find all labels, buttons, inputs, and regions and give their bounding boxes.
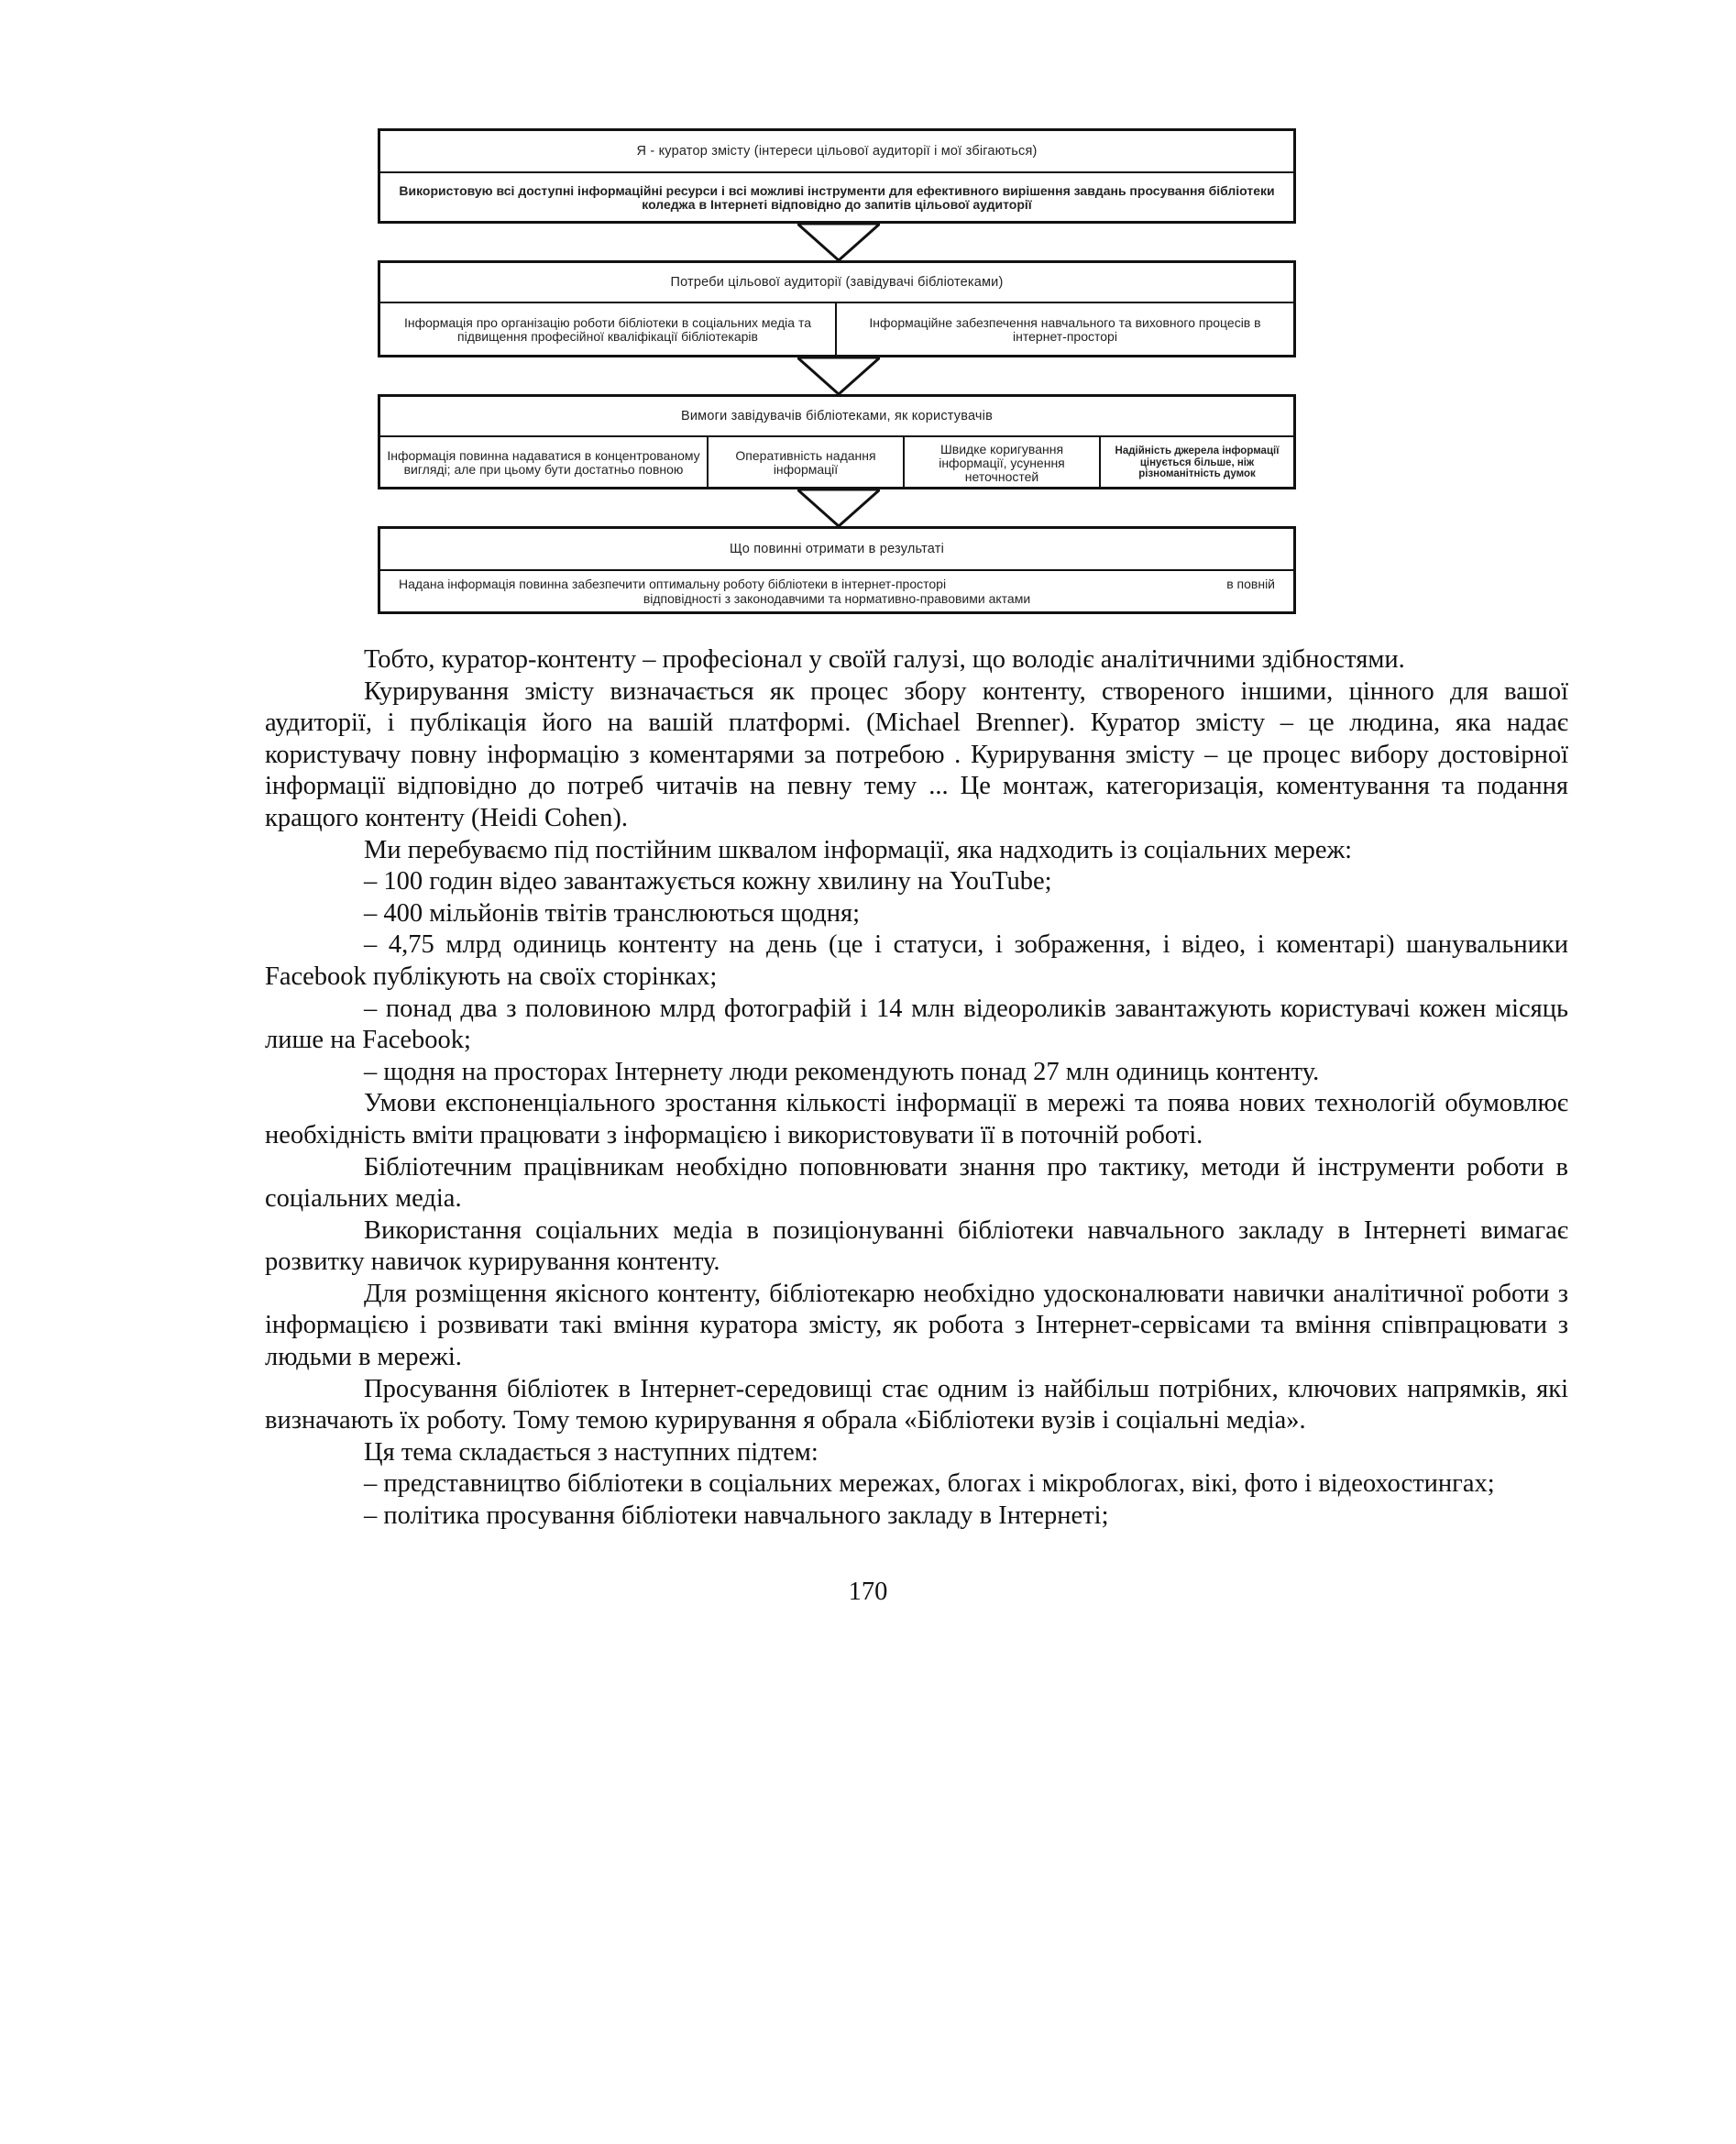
audience-need-cell: Інформація про організацію роботи бібліотеки в соціальних медіа та підвищення професійної кваліфікації бібліотекарів [380, 303, 837, 357]
curation-flow-diagram [378, 128, 1298, 614]
result-body-left: Надана інформація повинна забезпечити оптимальну роботу бібліотеки в інтернет-просторі [399, 577, 947, 591]
requirement-cell: Оперативність надання інформації [709, 437, 905, 489]
result-title: Що повинні отримати в результаті [380, 529, 1293, 571]
down-arrow-icon [797, 224, 880, 260]
paragraph: Використання соціальних медіа в позиціонуванні бібліотеки навчального закладу в Інтернеті вимагає розвитку навичок курирування контенту. [265, 1215, 1568, 1277]
curator-block-body: Використовую всі доступні інформаційні ресурси і всі можливі інструменти для ефективного вирішення завдань просування бібліотеки коледжа в Інтернеті відповідно до запитів цільової аудиторії [399, 183, 1275, 212]
list-item: – 4,75 млрд одиниць контенту на день (це і статуси, і зображення, і відео, і коментарі) шанувальники Facebook публікують на своїх сторінках; [265, 930, 1568, 991]
requirements-title: Вимоги завідувачів бібліотеками, як користувачів [380, 397, 1293, 437]
paragraph: Ця тема складається з наступних підтем: [364, 1437, 819, 1467]
list-item: – 100 годин відео завантажується кожну хвилину на YouTube; [364, 867, 1052, 896]
list-item: – 400 мільйонів твітів транслюються щодня; [364, 898, 860, 928]
body-text [265, 644, 1568, 1533]
paragraph: Просування бібліотек в Інтернет-середовищі стає одним із найбільш потрібних, ключових напрямків, які визначають їх роботу. Тому темою курирування я обрала «Бібліотеки вузів і соціальні медіа». [265, 1374, 1568, 1435]
paragraph: Умови експоненціального зростання кількості інформації в мережі та поява нових технологій обумовлює необхідність вміти працювати з інформацією і використовувати її в поточній роботі. [265, 1089, 1568, 1149]
result-block [378, 526, 1296, 614]
curator-block-title: Я - куратор змісту (інтереси цільової аудиторії і мої збігаються) [380, 131, 1293, 173]
result-body [380, 571, 1293, 613]
audience-needs-block [378, 260, 1296, 357]
list-item: – щодня на просторах Інтернету люди рекомендують понад 27 млн одиниць контенту. [364, 1057, 1320, 1086]
list-item: – представництво бібліотеки в соціальних мережах, блогах і мікроблогах, вікі, фото і відеохостингах; [364, 1469, 1495, 1499]
paragraph: Тобто, куратор-контенту – професіонал у своїй галузі, що володіє аналітичними здібностями. [364, 645, 1405, 674]
result-body-line2: відповідності з законодавчими та нормативно-правовими актами [643, 591, 1031, 606]
paragraph: Для розміщення якісного контенту, бібліотекарю необхідно удосконалювати навички аналітичної роботи з інформацією і розвивати такі вміння куратора змісту, як робота з Інтернет-сервісами та вміння співпрацювати з людьми в мережі. [265, 1279, 1568, 1372]
curator-block [378, 128, 1296, 224]
audience-needs-title: Потреби цільової аудиторії (завідувачі бібліотеками) [380, 263, 1293, 303]
requirement-cell: Інформація повинна надаватися в концентрованому вигляді; але при цьому бути достатньо повною [380, 437, 709, 489]
result-body-right: в повній [1226, 577, 1275, 591]
paragraph: Курирування змісту визначається як процес збору контенту, створеного іншими, цінного для вашої аудиторії, і публікація його на вашій платформі. (Michael Brenner). Куратор змісту – це людина, яка надає користувачу повну інформацію з коментарями за потребою . Курирування змісту – це процес вибору достовірної інформації відповідно до потреб читачів на певну тему ... Це монтаж, категоризація, коментування та подання кращого контенту (Heidi Cohen). [265, 676, 1568, 832]
paragraph: Бібліотечним працівникам необхідно поповнювати знання про тактику, методи й інструменти роботи в соціальних медіа. [265, 1152, 1568, 1214]
down-arrow-icon [797, 357, 880, 394]
list-item: – політика просування бібліотеки навчального закладу в Інтернеті; [364, 1501, 1109, 1531]
requirement-cell: Надійність джерела інформації цінується більше, ніж різноманітність думок [1115, 445, 1280, 480]
audience-need-cell: Інформаційне забезпечення навчального та виховного процесів в інтернет-просторі [869, 315, 1261, 344]
requirement-cell: Швидке коригування інформації, усунення неточностей [905, 437, 1101, 489]
requirements-block [378, 394, 1296, 489]
down-arrow-icon [797, 489, 880, 526]
page-number: 170 [848, 1578, 888, 1606]
paragraph: Ми перебуваємо під постійним шквалом інформації, яка надходить із соціальних мереж: [364, 835, 1353, 864]
list-item: – понад два з половиною млрд фотографій і 14 млн відеороликів завантажують користувачі кожен місяць лише на Facebook; [265, 994, 1568, 1055]
